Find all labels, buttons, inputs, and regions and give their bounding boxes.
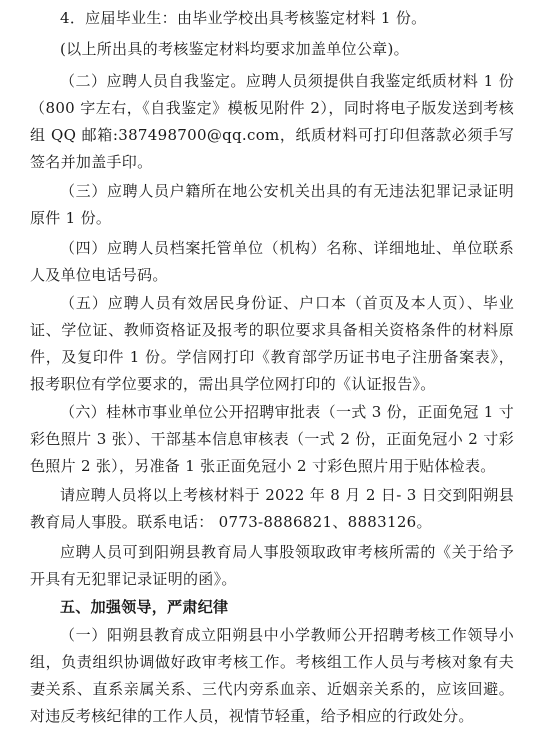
paragraph-criminal-record: （三）应聘人员户籍所在地公安机关出具的有无违法犯罪记录证明原件 1 份。 bbox=[30, 182, 514, 227]
paragraph-approval-forms: （六）桂林市事业单位公开招聘审批表（一式 3 份，正面免冠 1 寸彩色照片 3 张）、干部基本信息审核表（一式 2 份，正面免冠小 2 寸彩色照片 2 张），另准备 1 张正面免冠小 2 寸彩色照片用于贴体检表。 bbox=[30, 403, 514, 475]
paragraph-no-crime-letter: 应聘人员可到阳朔县教育局人事股领取政审考核所需的《关于给予开具有无犯罪记录证明的函》。 bbox=[30, 543, 514, 588]
section-heading: 五、加强领导，严肃纪律 bbox=[60, 598, 229, 616]
paragraph-graduate-materials: 4．应届毕业生：由毕业学校出具考核鉴定材料 1 份。 bbox=[60, 9, 427, 27]
paragraph-leadership-group: （一）阳朔县教育成立阳朔县中小学教师公开招聘考核工作领导小组，负责组织协调做好政审考核工作。考核组工作人员与考核对象有夫妻关系、直系亲属关系、三代内旁系血亲、近姻亲关系的，应该回避。对违反考核纪律的工作人员，视情节轻重，给予相应的行政处分。 bbox=[30, 626, 514, 725]
paragraph-submission-deadline: 请应聘人员将以上考核材料于 2022 年 8 月 2 日- 3 日交到阳朔县教育局人事股。联系电话： 0773-8886821、8883126。 bbox=[30, 486, 514, 531]
paragraph-archive-unit: （四）应聘人员档案托管单位（机构）名称、详细地址、单位联系人及单位电话号码。 bbox=[30, 239, 514, 284]
paragraph-self-assessment: （二）应聘人员自我鉴定。应聘人员须提供自我鉴定纸质材料 1 份（800 字左右，《自我鉴定》模板见附件 2），同时将电子版发送到考核组 QQ 邮箱:387498700@qq.com，纸质材料可打印但落款必须手写签名并加盖手印。 bbox=[30, 72, 514, 171]
paragraph-seal-note: (以上所出具的考核鉴定材料均要求加盖单位公章)。 bbox=[60, 40, 409, 58]
paragraph-certificates: （五）应聘人员有效居民身份证、户口本（首页及本人页）、毕业证、学位证、教师资格证及报考的职位要求具备相关资格条件的材料原件，及复印件 1 份。学信网打印《教育部学历证书电子注册备案表》，报考职位有学位要求的，需出具学位网打印的《认证报告》。 bbox=[30, 294, 514, 393]
